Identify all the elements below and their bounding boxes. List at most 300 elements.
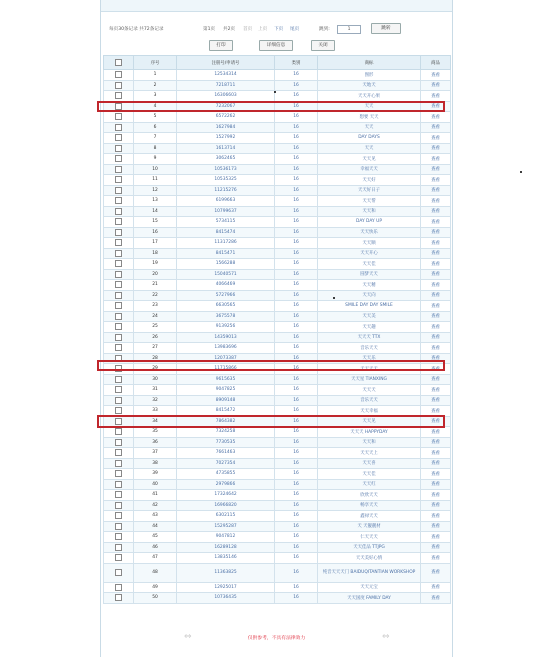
- table-row: [104, 70, 451, 81]
- registration-number-link[interactable]: 15295287: [177, 521, 275, 532]
- row-index: 25: [134, 322, 177, 333]
- row-checkbox[interactable]: [115, 533, 122, 540]
- trademark-name: 天天佳品 TTJPG: [318, 542, 421, 553]
- trademark-name: 天天趣: [318, 322, 421, 333]
- registration-number-link[interactable]: 11363825: [177, 563, 275, 582]
- row-index: 8: [134, 143, 177, 154]
- trademark-name: DAY DAYS: [318, 133, 421, 144]
- row-checkbox[interactable]: [115, 145, 122, 152]
- registration-number-link[interactable]: 8415471: [177, 248, 275, 259]
- row-index: 12: [134, 185, 177, 196]
- class-number: 16: [275, 185, 318, 196]
- row-select-cell[interactable]: [104, 332, 134, 343]
- table-row: [104, 196, 451, 207]
- class-number: 16: [275, 332, 318, 343]
- registration-number-link[interactable]: 12073387: [177, 353, 275, 364]
- view-goods-link[interactable]: 查看: [421, 311, 451, 322]
- view-goods-link[interactable]: 查看: [421, 112, 451, 123]
- row-checkbox[interactable]: [115, 502, 122, 509]
- row-checkbox[interactable]: [115, 239, 122, 246]
- trademark-name: 天天天: [318, 385, 421, 396]
- registration-number-link[interactable]: 1566288: [177, 259, 275, 270]
- trademark-name: 天天佳: [318, 469, 421, 480]
- row-checkbox[interactable]: [115, 481, 122, 488]
- stray-dot: [274, 91, 276, 93]
- view-goods-link[interactable]: 查看: [421, 290, 451, 301]
- registration-number-link[interactable]: 7661463: [177, 448, 275, 459]
- registration-number-link[interactable]: 1527992: [177, 133, 275, 144]
- row-checkbox[interactable]: [115, 334, 122, 341]
- row-checkbox[interactable]: [115, 218, 122, 225]
- row-checkbox[interactable]: [115, 491, 122, 498]
- registration-number-link[interactable]: 8415472: [177, 406, 275, 417]
- registration-number-link[interactable]: 6572262: [177, 112, 275, 123]
- row-index: 48: [134, 563, 177, 582]
- table-row: [104, 343, 451, 354]
- last-page-link[interactable]: 尾页: [290, 27, 300, 32]
- registration-number-link[interactable]: 5727966: [177, 290, 275, 301]
- table-row: [104, 80, 451, 91]
- row-select-cell[interactable]: [104, 395, 134, 406]
- view-goods-link[interactable]: 查看: [421, 227, 451, 238]
- row-checkbox[interactable]: [115, 569, 122, 576]
- table-row: [104, 238, 451, 249]
- view-goods-link[interactable]: 查看: [421, 353, 451, 364]
- row-select-cell[interactable]: [104, 196, 134, 207]
- trademark-name: 天天红: [318, 479, 421, 490]
- view-goods-link[interactable]: 查看: [421, 500, 451, 511]
- row-select-cell[interactable]: [104, 582, 134, 593]
- row-index: 5: [134, 112, 177, 123]
- registration-number-link[interactable]: 10799637: [177, 206, 275, 217]
- close-button[interactable]: 关闭: [311, 40, 335, 51]
- row-checkbox[interactable]: [115, 260, 122, 267]
- row-checkbox[interactable]: [115, 460, 122, 467]
- registration-number-link[interactable]: 3675578: [177, 311, 275, 322]
- trademark-name: 天天美好心情: [318, 553, 421, 564]
- row-checkbox[interactable]: [115, 197, 122, 204]
- row-checkbox[interactable]: [115, 584, 122, 591]
- row-select-cell[interactable]: [104, 290, 134, 301]
- table-row: [104, 448, 451, 459]
- row-index: 36: [134, 437, 177, 448]
- view-goods-link[interactable]: 查看: [421, 437, 451, 448]
- registration-number-link[interactable]: 17324642: [177, 490, 275, 501]
- row-checkbox[interactable]: [115, 71, 122, 78]
- row-select-cell[interactable]: [104, 311, 134, 322]
- registration-number-link[interactable]: 6199663: [177, 196, 275, 207]
- view-goods-link[interactable]: 查看: [421, 582, 451, 593]
- row-select-cell[interactable]: [104, 343, 134, 354]
- trademark-name: 天天快乐: [318, 227, 421, 238]
- view-goods-link[interactable]: 查看: [421, 80, 451, 91]
- row-select-cell[interactable]: [104, 175, 134, 186]
- row-select-cell[interactable]: [104, 259, 134, 270]
- row-checkbox[interactable]: [115, 407, 122, 414]
- view-goods-link[interactable]: 查看: [421, 280, 451, 291]
- scroll-left-icon[interactable]: ⇔: [184, 632, 192, 642]
- row-select-cell[interactable]: [104, 122, 134, 133]
- row-index: 39: [134, 469, 177, 480]
- row-checkbox[interactable]: [115, 594, 122, 601]
- class-number: 16: [275, 248, 318, 259]
- row-checkbox[interactable]: [115, 229, 122, 236]
- row-select-cell[interactable]: [104, 427, 134, 438]
- trademark-name: 天 天靓靓材: [318, 521, 421, 532]
- row-index: 26: [134, 332, 177, 343]
- view-goods-link[interactable]: 查看: [421, 70, 451, 81]
- view-goods-link[interactable]: 查看: [421, 406, 451, 417]
- class-number: 16: [275, 164, 318, 175]
- registration-number-link[interactable]: 13983696: [177, 343, 275, 354]
- view-goods-link[interactable]: 查看: [421, 164, 451, 175]
- registration-number-link[interactable]: 11317286: [177, 238, 275, 249]
- registration-number-link[interactable]: 14359013: [177, 332, 275, 343]
- registration-number-link[interactable]: 7218711: [177, 80, 275, 91]
- registration-number-link[interactable]: 15040571: [177, 269, 275, 280]
- record-summary: 每页30条记录 共72条记录: [109, 27, 164, 32]
- registration-number-link[interactable]: 7232067: [177, 101, 275, 112]
- trademark-name: 图形: [318, 70, 421, 81]
- row-checkbox[interactable]: [115, 208, 122, 215]
- registration-number-link[interactable]: 16289128: [177, 542, 275, 553]
- trademark-table: [103, 55, 451, 604]
- class-number: 16: [275, 143, 318, 154]
- view-goods-link[interactable]: 查看: [421, 175, 451, 186]
- row-select-cell[interactable]: [104, 593, 134, 604]
- class-number: 16: [275, 553, 318, 564]
- row-checkbox[interactable]: [115, 554, 122, 561]
- row-select-cell[interactable]: [104, 542, 134, 553]
- view-goods-link[interactable]: 查看: [421, 364, 451, 375]
- view-goods-link[interactable]: 查看: [421, 301, 451, 312]
- trademark-name: 纯音天天天门 BAIDUQITANTIAN WORKSHOP: [318, 563, 421, 582]
- registration-number-link[interactable]: 2979866: [177, 479, 275, 490]
- trademark-name: 天天见: [318, 416, 421, 427]
- registration-number-link[interactable]: 9047812: [177, 532, 275, 543]
- view-goods-link[interactable]: 查看: [421, 248, 451, 259]
- registration-number-link[interactable]: 7864382: [177, 416, 275, 427]
- trademark-name: 天天精: [318, 280, 421, 291]
- registration-number-link[interactable]: 9139256: [177, 322, 275, 333]
- view-goods-link[interactable]: 查看: [421, 448, 451, 459]
- row-index: 42: [134, 500, 177, 511]
- top-bar: [101, 0, 452, 12]
- row-index: 40: [134, 479, 177, 490]
- table-row: [104, 175, 451, 186]
- trademark-name: 音乐天天: [318, 343, 421, 354]
- row-checkbox[interactable]: [115, 113, 122, 120]
- detail-button[interactable]: 详细信息: [259, 40, 293, 51]
- table-row: [104, 553, 451, 564]
- row-select-cell[interactable]: [104, 80, 134, 91]
- jump-label: 跳到:: [319, 27, 330, 32]
- row-checkbox[interactable]: [115, 124, 122, 131]
- row-checkbox[interactable]: [115, 250, 122, 257]
- view-goods-link[interactable]: 查看: [421, 91, 451, 102]
- registration-number-link[interactable]: 7324258: [177, 427, 275, 438]
- row-index: 3: [134, 91, 177, 102]
- column-header-class: 类别: [275, 56, 318, 70]
- view-goods-link[interactable]: 查看: [421, 238, 451, 249]
- scroll-right-icon[interactable]: ⇔: [382, 632, 390, 642]
- trademark-name: 天天和: [318, 437, 421, 448]
- select-all-header[interactable]: [104, 56, 134, 70]
- trademark-name: 鑫禄天天: [318, 511, 421, 522]
- table-row: [104, 563, 451, 582]
- registration-number-link[interactable]: 11715866: [177, 364, 275, 375]
- row-index: 11: [134, 175, 177, 186]
- row-checkbox[interactable]: [115, 523, 122, 530]
- row-select-cell[interactable]: [104, 511, 134, 522]
- view-goods-link[interactable]: 查看: [421, 154, 451, 165]
- view-goods-link[interactable]: 查看: [421, 343, 451, 354]
- table-row: [104, 217, 451, 228]
- row-checkbox[interactable]: [115, 376, 122, 383]
- row-checkbox[interactable]: [115, 187, 122, 194]
- table-row: [104, 521, 451, 532]
- view-goods-link[interactable]: 查看: [421, 143, 451, 154]
- registration-number-link[interactable]: 9615635: [177, 374, 275, 385]
- registration-number-link[interactable]: 16306603: [177, 91, 275, 102]
- row-checkbox[interactable]: [115, 439, 122, 446]
- class-number: 16: [275, 521, 318, 532]
- row-select-cell[interactable]: [104, 269, 134, 280]
- trademark-name: 天天和: [318, 206, 421, 217]
- class-number: 16: [275, 343, 318, 354]
- row-index: 13: [134, 196, 177, 207]
- registration-number-link[interactable]: 10736435: [177, 593, 275, 604]
- class-number: 16: [275, 437, 318, 448]
- row-checkbox[interactable]: [115, 428, 122, 435]
- row-checkbox[interactable]: [115, 166, 122, 173]
- view-goods-link[interactable]: 查看: [421, 553, 451, 564]
- registration-number-link[interactable]: 1613714: [177, 143, 275, 154]
- row-select-cell[interactable]: [104, 437, 134, 448]
- row-select-cell[interactable]: [104, 206, 134, 217]
- trademark-name: 天天天 HAPPYDAY: [318, 427, 421, 438]
- row-select-cell[interactable]: [104, 385, 134, 396]
- row-checkbox[interactable]: [115, 92, 122, 99]
- row-checkbox[interactable]: [115, 344, 122, 351]
- table-row: [104, 490, 451, 501]
- view-goods-link[interactable]: 查看: [421, 196, 451, 207]
- registration-number-link[interactable]: 12534314: [177, 70, 275, 81]
- registration-number-link[interactable]: 8909148: [177, 395, 275, 406]
- row-select-cell[interactable]: [104, 322, 134, 333]
- row-checkbox[interactable]: [115, 449, 122, 456]
- row-index: 30: [134, 374, 177, 385]
- row-select-cell[interactable]: [104, 164, 134, 175]
- table-row: [104, 227, 451, 238]
- row-select-cell[interactable]: [104, 70, 134, 81]
- row-select-cell[interactable]: [104, 133, 134, 144]
- row-checkbox[interactable]: [115, 386, 122, 393]
- view-goods-link[interactable]: 查看: [421, 269, 451, 280]
- registration-number-link[interactable]: 11215276: [177, 185, 275, 196]
- view-goods-link[interactable]: 查看: [421, 206, 451, 217]
- view-goods-link[interactable]: 查看: [421, 469, 451, 480]
- view-goods-link[interactable]: 查看: [421, 479, 451, 490]
- registration-number-link[interactable]: 4066469: [177, 280, 275, 291]
- registration-number-link[interactable]: 13835146: [177, 553, 275, 564]
- view-goods-link[interactable]: 查看: [421, 521, 451, 532]
- registration-number-link[interactable]: 16966820: [177, 500, 275, 511]
- row-select-cell[interactable]: [104, 217, 134, 228]
- class-number: 16: [275, 458, 318, 469]
- row-checkbox[interactable]: [115, 134, 122, 141]
- registration-number-link[interactable]: 7027354: [177, 458, 275, 469]
- view-goods-link[interactable]: 查看: [421, 122, 451, 133]
- row-checkbox[interactable]: [115, 176, 122, 183]
- view-goods-link[interactable]: 查看: [421, 332, 451, 343]
- row-checkbox[interactable]: [115, 512, 122, 519]
- view-goods-link[interactable]: 查看: [421, 133, 451, 144]
- registration-number-link[interactable]: 3062465: [177, 154, 275, 165]
- row-select-cell[interactable]: [104, 532, 134, 543]
- row-select-cell[interactable]: [104, 521, 134, 532]
- row-select-cell[interactable]: [104, 154, 134, 165]
- view-goods-link[interactable]: 查看: [421, 458, 451, 469]
- class-number: 16: [275, 112, 318, 123]
- row-index: 19: [134, 259, 177, 270]
- row-select-cell[interactable]: [104, 553, 134, 564]
- registration-number-link[interactable]: 10535325: [177, 175, 275, 186]
- disclaimer-note: 仅供参考，不具有法律效力: [247, 636, 306, 641]
- row-checkbox[interactable]: [115, 470, 122, 477]
- class-number: 16: [275, 427, 318, 438]
- row-index: 41: [134, 490, 177, 501]
- trademark-name: 天天好日子: [318, 185, 421, 196]
- registration-number-link[interactable]: 6630565: [177, 301, 275, 312]
- row-index: 7: [134, 133, 177, 144]
- class-number: 16: [275, 311, 318, 322]
- row-checkbox[interactable]: [115, 397, 122, 404]
- row-index: 43: [134, 511, 177, 522]
- first-page-link[interactable]: 首页: [243, 27, 253, 32]
- view-goods-link[interactable]: 查看: [421, 490, 451, 501]
- view-goods-link[interactable]: 查看: [421, 259, 451, 270]
- select-all-checkbox[interactable]: [115, 59, 122, 66]
- row-select-cell[interactable]: [104, 112, 134, 123]
- class-number: 16: [275, 259, 318, 270]
- view-goods-link[interactable]: 查看: [421, 542, 451, 553]
- row-select-cell[interactable]: [104, 374, 134, 385]
- class-number: 16: [275, 563, 318, 582]
- view-goods-link[interactable]: 查看: [421, 374, 451, 385]
- row-select-cell[interactable]: [104, 91, 134, 102]
- registration-number-link[interactable]: 12925017: [177, 582, 275, 593]
- row-checkbox[interactable]: [115, 292, 122, 299]
- jump-page-input[interactable]: 1: [337, 25, 361, 34]
- row-select-cell[interactable]: [104, 469, 134, 480]
- trademark-name: 天天喜: [318, 458, 421, 469]
- table-row: [104, 311, 451, 322]
- registration-number-link[interactable]: 1627984: [177, 122, 275, 133]
- view-goods-link[interactable]: 查看: [421, 185, 451, 196]
- class-number: 16: [275, 406, 318, 417]
- row-select-cell[interactable]: [104, 280, 134, 291]
- registration-number-link[interactable]: 9047825: [177, 385, 275, 396]
- view-goods-link[interactable]: 查看: [421, 217, 451, 228]
- registration-number-link[interactable]: 5734115: [177, 217, 275, 228]
- view-goods-link[interactable]: 查看: [421, 532, 451, 543]
- print-button[interactable]: 打印: [209, 40, 233, 51]
- table-row: [104, 91, 451, 102]
- prev-page-link[interactable]: 上页: [258, 27, 268, 32]
- column-header-reg-no: 注册号/申请号: [177, 56, 275, 70]
- table-row: [104, 469, 451, 480]
- row-index: 20: [134, 269, 177, 280]
- row-select-cell[interactable]: [104, 479, 134, 490]
- row-select-cell[interactable]: [104, 143, 134, 154]
- registration-number-link[interactable]: 7730535: [177, 437, 275, 448]
- next-page-link[interactable]: 下页: [274, 27, 284, 32]
- row-select-cell[interactable]: [104, 563, 134, 582]
- row-checkbox[interactable]: [115, 313, 122, 320]
- row-select-cell[interactable]: [104, 227, 134, 238]
- view-goods-link[interactable]: 查看: [421, 416, 451, 427]
- trademark-name: 天天天天: [318, 364, 421, 375]
- table-row: [104, 185, 451, 196]
- registration-number-link[interactable]: 10536173: [177, 164, 275, 175]
- class-number: 16: [275, 280, 318, 291]
- row-checkbox[interactable]: [115, 82, 122, 89]
- row-select-cell[interactable]: [104, 301, 134, 312]
- row-checkbox[interactable]: [115, 302, 122, 309]
- row-index: 18: [134, 248, 177, 259]
- registration-number-link[interactable]: 6302115: [177, 511, 275, 522]
- row-checkbox[interactable]: [115, 281, 122, 288]
- table-row: [104, 500, 451, 511]
- row-select-cell[interactable]: [104, 448, 134, 459]
- view-goods-link[interactable]: 查看: [421, 563, 451, 582]
- trademark-name: 幸福天天: [318, 164, 421, 175]
- class-number: 16: [275, 364, 318, 375]
- class-number: 16: [275, 154, 318, 165]
- trademark-name: 天天天 TTX: [318, 332, 421, 343]
- jump-button[interactable]: 跳转: [371, 23, 401, 34]
- table-row: [104, 511, 451, 522]
- row-select-cell[interactable]: [104, 248, 134, 259]
- view-goods-link[interactable]: 查看: [421, 395, 451, 406]
- view-goods-link[interactable]: 查看: [421, 322, 451, 333]
- highlight-box-row-27: [97, 360, 445, 371]
- row-select-cell[interactable]: [104, 458, 134, 469]
- view-goods-link[interactable]: 查看: [421, 511, 451, 522]
- row-checkbox[interactable]: [115, 323, 122, 330]
- view-goods-link[interactable]: 查看: [421, 385, 451, 396]
- view-goods-link[interactable]: 查看: [421, 101, 451, 112]
- row-select-cell[interactable]: [104, 238, 134, 249]
- table-row: [104, 112, 451, 123]
- table-row: [104, 301, 451, 312]
- view-goods-link[interactable]: 查看: [421, 593, 451, 604]
- row-checkbox[interactable]: [115, 544, 122, 551]
- row-select-cell[interactable]: [104, 500, 134, 511]
- row-select-cell[interactable]: [104, 490, 134, 501]
- row-select-cell[interactable]: [104, 185, 134, 196]
- row-index: 50: [134, 593, 177, 604]
- row-checkbox[interactable]: [115, 155, 122, 162]
- view-goods-link[interactable]: 查看: [421, 427, 451, 438]
- trademark-name: 天天向: [318, 290, 421, 301]
- class-number: 16: [275, 196, 318, 207]
- trademark-name: 想要 天天: [318, 112, 421, 123]
- registration-number-link[interactable]: 8415474: [177, 227, 275, 238]
- registration-number-link[interactable]: 4735855: [177, 469, 275, 480]
- row-checkbox[interactable]: [115, 271, 122, 278]
